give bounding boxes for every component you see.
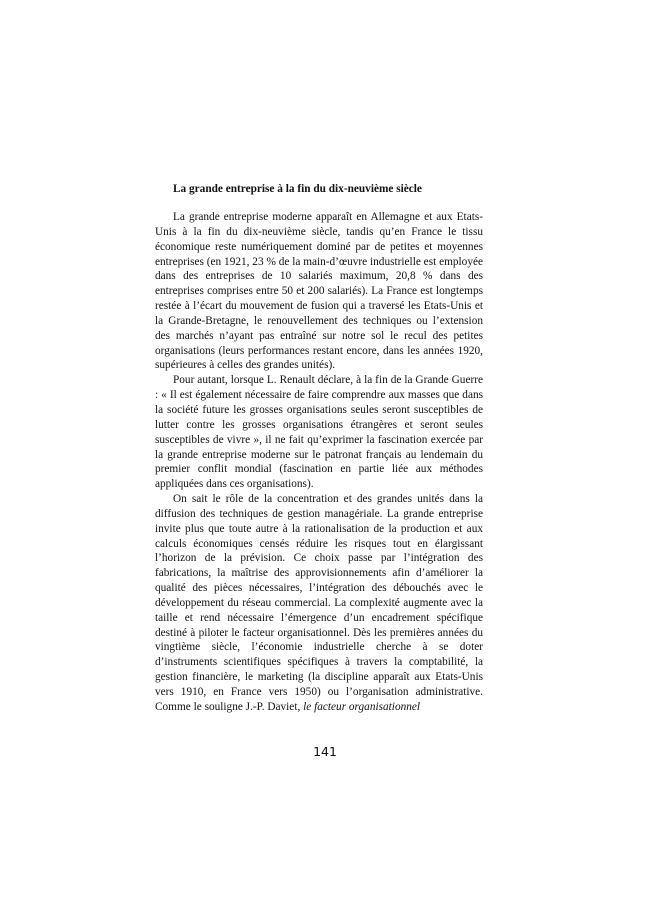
page-body bbox=[155, 182, 483, 715]
paragraph-3-text: On sait le rôle de la concentration et des grandes unités dans la diffusion des techniques de gestion managériale. La grande entreprise invite plus que toute autre à la rationalisation de la production et aux calculs économiques censés réduire les risques tout en élargissant l’horizon de la prévision. Ce choix passe par l’intégration des fabrications, la maîtrise des approvisionnements afin d’améliorer la qualité des pièces nécessaires, l’intégration des débouchés avec le développement du réseau commercial. La complexité augmente avec la taille et rend nécessaire l’émergence d’un encadrement spécifique destiné à piloter le facteur organisationnel. Dès les premières années du vingtième siècle, l’économie industrielle cherche à se doter d’instruments scientifiques spécifiques à travers la comptabilité, la gestion financière, le marketing (la discipline apparaît aux Etats-Unis vers 1910, en France vers 1950) ou l’organisation administrative. Comme le souligne J.-P. Daviet, bbox=[155, 493, 483, 713]
page-number: 141 bbox=[313, 744, 337, 759]
section-heading: La grande entreprise à la fin du dix-neuvième siècle bbox=[173, 183, 422, 195]
paragraph-2: Pour autant, lorsque L. Renault déclare, à la fin de la Grande Guerre : « Il est également nécessaire de faire comprendre aux masses que dans la société future les grosses organisations seules seront susceptibles de lutter contre les grosses organisations étrangères et seront seules susceptibles de vivre », il ne fait qu’exprimer la fascination exercée par la grande entreprise moderne sur le patronat français au lendemain du premier conflit mondial (fascination en partie liée aux méthodes appliquées dans ces organisations). bbox=[155, 374, 483, 491]
paragraph-1: La grande entreprise moderne apparaît en Allemagne et aux Etats-Unis à la fin du dix-neuvième siècle, tandis qu’en France le tissu économique reste numériquement dominé par de petites et moyennes entreprises (en 1921, 23 % de la main-d’œuvre industrielle est employée dans des entreprises de 10 salariés maximum, 20,8 % dans des entreprises comprises entre 50 et 200 salariés). La France est longtemps restée à l’écart du mouvement de fusion qui a traversé les Etats-Unis et la Grande-Bretagne, le renouvellement des techniques ou l’extension des marchés n’ayant pas entraîné sur notre sol le recul des petites organisations (leurs performances restant encore, dans les années 1920, supérieures à celles des grandes unités). bbox=[155, 211, 483, 372]
paragraph-3-italic-tail: le facteur organisationnel bbox=[303, 700, 421, 713]
paragraph-3 bbox=[155, 492, 483, 715]
